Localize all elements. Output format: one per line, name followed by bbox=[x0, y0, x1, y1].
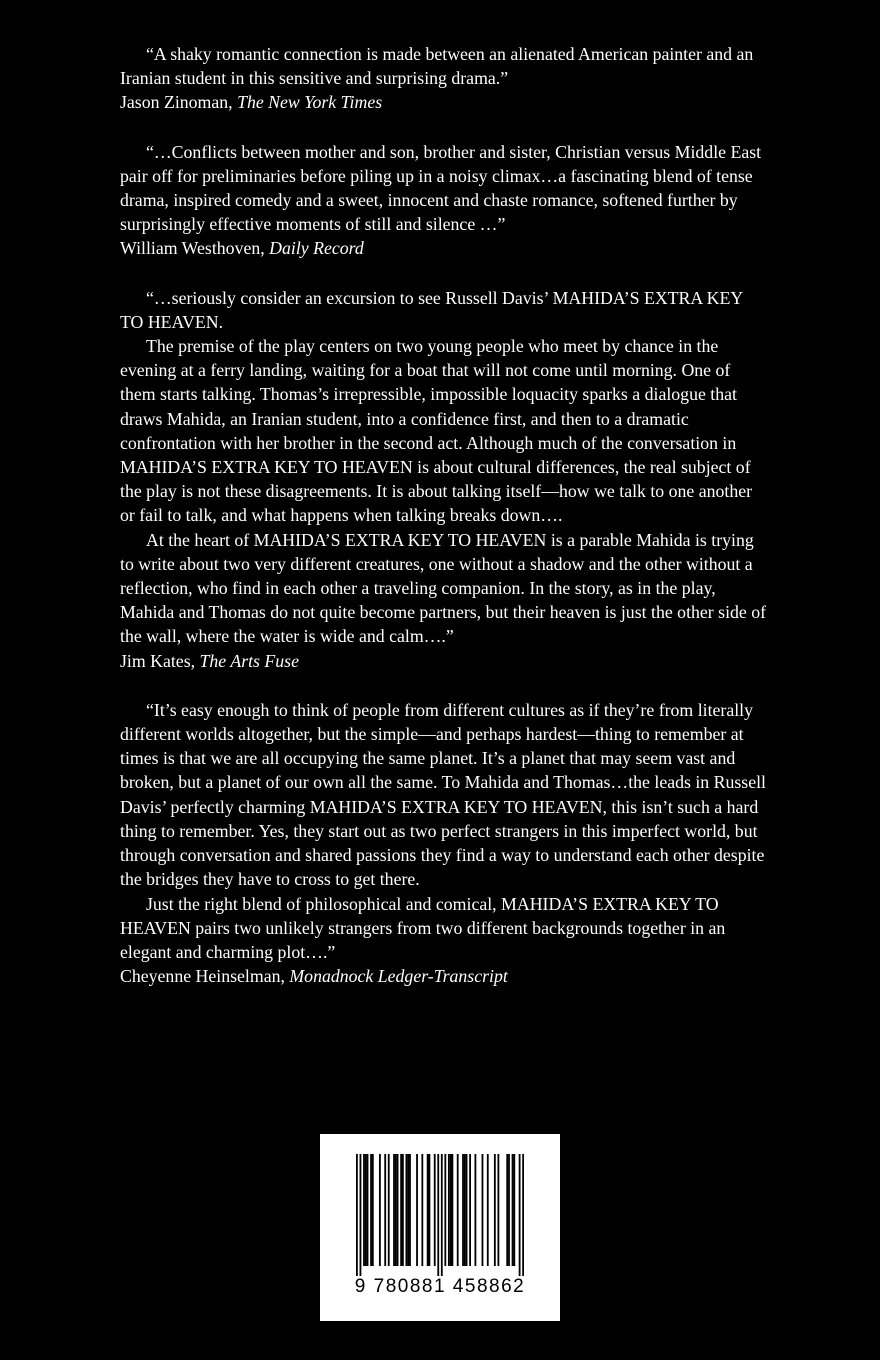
barcode-bar bbox=[406, 1154, 408, 1266]
barcode-bar bbox=[434, 1154, 436, 1266]
barcode-bar bbox=[450, 1154, 452, 1266]
review-4-author: Cheyenne Heinselman, bbox=[120, 966, 285, 987]
barcode-bar bbox=[388, 1154, 390, 1266]
review-1-publication: The New York Times bbox=[237, 92, 383, 113]
barcode-bar bbox=[356, 1154, 358, 1276]
review-4-paragraph-1: “It’s easy enough to think of people from different cultures as if they’re from literally different worlds altogether, but the simple—and perhaps hardest—thing to remember at times is that we are all occupying the same planet. It’s a planet that may seem vast and broken, but a planet of our own all the same. To Mahida and Thomas…the leads in Russell Davis’ perfectly charming MAHIDA’S EXTRA KEY TO HEAVEN, this isn’t such a hard thing to remember. Yes, they start out as two perfect strangers in this imperfect world, but through conversation and shared passions they find a way to understand each other despite the bridges they have to cross to get there. bbox=[120, 699, 766, 890]
review-1 bbox=[120, 42, 770, 115]
review-2-attribution bbox=[120, 236, 770, 260]
review-3-publication: The Arts Fuse bbox=[199, 650, 299, 671]
barcode-bar bbox=[367, 1154, 369, 1266]
barcode-bar bbox=[506, 1154, 508, 1266]
barcode-bar bbox=[508, 1154, 510, 1266]
barcode-bar bbox=[512, 1154, 514, 1266]
barcode-bar bbox=[469, 1154, 471, 1266]
review-4-attribution bbox=[120, 964, 770, 988]
isbn-number: 9 780881 458862 bbox=[354, 1276, 526, 1297]
barcode-bar bbox=[464, 1154, 466, 1266]
barcode-bar bbox=[444, 1154, 446, 1266]
barcode-bar bbox=[384, 1154, 386, 1266]
review-3 bbox=[120, 286, 770, 673]
barcode-bars bbox=[356, 1154, 524, 1276]
barcode-bar bbox=[402, 1154, 404, 1266]
review-2-paragraph-1: “…Conflicts between mother and son, brother and sister, Christian versus Middle East pair off for preliminaries before piling up in a noisy climax…a fascinating blend of tense drama, inspired comedy and a sweet, innocent and chaste romance, softened further by surprisingly effective moments of still and silence …” bbox=[120, 141, 762, 235]
barcode-bar bbox=[421, 1154, 423, 1266]
barcode-bar bbox=[395, 1154, 397, 1266]
barcode-bar bbox=[407, 1154, 409, 1266]
barcode-bar bbox=[437, 1154, 439, 1276]
barcode-bar bbox=[448, 1154, 450, 1266]
barcode-bar bbox=[513, 1154, 515, 1266]
review-column bbox=[120, 42, 770, 1013]
barcode-bar bbox=[519, 1154, 521, 1276]
review-3-paragraph-1: “…seriously consider an excursion to see Russell Davis’ MAHIDA’S EXTRA KEY TO HEAVEN. bbox=[120, 287, 743, 332]
review-3-paragraph-3: At the heart of MAHIDA’S EXTRA KEY TO HEAVEN is a parable Mahida is trying to write about two very different creatures, one without a shadow and the other without a reflection, who find in each other a traveling companion. In the story, as in the play, Mahida and Thomas do not quite become partners, but their heaven is just the other side of the wall, where the water is wide and calm….” bbox=[120, 529, 767, 647]
review-4-paragraph-2: Just the right blend of philosophical and comical, MAHIDA’S EXTRA KEY TO HEAVEN pairs two unlikely strangers from two different backgrounds together in an elegant and charming plot….” bbox=[120, 893, 726, 962]
isbn-barcode bbox=[320, 1134, 560, 1321]
review-4-publication: Monadnock Ledger-Transcript bbox=[289, 966, 508, 987]
review-1-attribution bbox=[120, 90, 770, 114]
review-3-paragraph-2: The premise of the play centers on two young people who meet by chance in the evening at a ferry landing, waiting for a boat that will not come until morning. One of them starts talking. Thomas’s irrepressible, impossible loquacity sparks a dialogue that draws Mahida, an Iranian student, into a confidence first, and then to a dramatic confrontation with her brother in the second act. Although much of the conversation in MAHIDA’S EXTRA KEY TO HEAVEN is about cultural differences, the real subject of the play is not these disagreements. It is about talking itself—how we talk to one another or fail to talk, and what happens when talking breaks down…. bbox=[120, 336, 753, 526]
review-2-author: William Westhoven, bbox=[120, 238, 265, 259]
barcode-bar bbox=[400, 1154, 402, 1266]
review-2 bbox=[120, 140, 770, 261]
barcode-bar bbox=[497, 1154, 499, 1266]
review-3-attribution bbox=[120, 649, 770, 673]
barcode-bar bbox=[441, 1154, 443, 1276]
barcode-bar bbox=[466, 1154, 468, 1266]
barcode-bar bbox=[363, 1154, 365, 1266]
barcode-bar bbox=[416, 1154, 418, 1266]
barcode-bar bbox=[451, 1154, 453, 1266]
barcode-bar bbox=[365, 1154, 367, 1266]
barcode-bar bbox=[429, 1154, 431, 1266]
barcode-bar bbox=[474, 1154, 476, 1266]
barcode-bar bbox=[372, 1154, 374, 1266]
review-3-author: Jim Kates, bbox=[120, 650, 196, 671]
review-1-author: Jason Zinoman, bbox=[120, 92, 233, 113]
barcode-bar bbox=[379, 1154, 381, 1266]
barcode-bar bbox=[482, 1154, 484, 1266]
barcode-bar bbox=[370, 1154, 372, 1266]
review-2-publication: Daily Record bbox=[269, 238, 364, 259]
barcode-bar bbox=[457, 1154, 459, 1266]
barcode-bar bbox=[360, 1154, 362, 1276]
barcode-bar bbox=[409, 1154, 411, 1266]
barcode-bar bbox=[393, 1154, 395, 1266]
barcode-bar bbox=[494, 1154, 496, 1266]
barcode-bar bbox=[427, 1154, 429, 1266]
review-1-paragraph-1: “A shaky romantic connection is made between an alienated American painter and an Iranian student in this sensitive and surprising drama.” bbox=[120, 44, 754, 89]
barcode-bar bbox=[462, 1154, 464, 1266]
barcode-bar bbox=[397, 1154, 399, 1266]
barcode-bar bbox=[487, 1154, 489, 1266]
review-4 bbox=[120, 698, 770, 988]
barcode-bar bbox=[522, 1154, 524, 1276]
